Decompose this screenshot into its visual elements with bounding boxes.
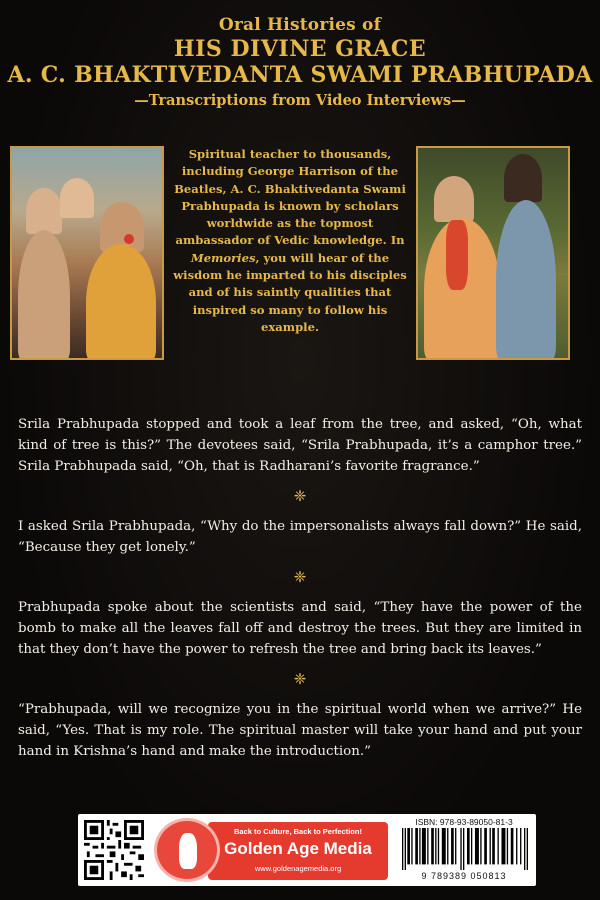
header-subtitle: Oral Histories of [218, 15, 382, 35]
publisher-name: Golden Age Media [224, 839, 372, 858]
isbn-label: ISBN: 978-93-89050-81-3 [415, 817, 513, 827]
qr-code-icon [84, 820, 144, 880]
publisher-logo-icon [154, 818, 220, 882]
header-title-line1: HIS DIVINE GRACE [173, 36, 427, 62]
blurb-part2: , you will hear of the wisdom he imparted to his disciples and of his saintly qualities that inspired so many to follow his example. [173, 250, 407, 334]
ornament-separator-icon: ❈ [293, 568, 307, 586]
devotee-figure [86, 244, 156, 360]
photo-prabhupada-with-devotees [10, 146, 164, 360]
ornament-separator-icon: ❈ [293, 487, 307, 505]
header-tagline: —Transcriptions from Video Interviews— [134, 92, 466, 109]
quote-4: “Prabhupada, will we recognize you in the spiritual world when we arrive?” He said, “Yes. That is my role. The spiritual master will take your hand and put your hand in Krishna’s hand and make the introduction.” [18, 702, 582, 759]
quote-3: Prabhupada spoke about the scientists and said, “They have the power of the bomb to make all the leaves fall off and destroy the trees. But they are limited in that they don’t have the power to refresh the tree and bring back its leaves.” [18, 600, 582, 657]
quote-1: Srila Prabhupada stopped and took a leaf from the tree, and asked, “Oh, what kind of tree is this?” The devotees said, “Srila Prabhupada, it’s a camphor tree.” Srila Prabhupada said, “Oh, that is Radharani’s favorite fragrance.” [18, 417, 582, 474]
flower-icon [124, 234, 134, 244]
publisher-barcode-strip [78, 814, 536, 886]
quote-2: I asked Srila Prabhupada, “Why do the impersonalists always fall down?” He said, “Because they get lonely.” [18, 519, 582, 555]
publisher-logo-panel [208, 822, 388, 880]
devotee-figure [26, 188, 62, 234]
flower-garland-icon [446, 220, 468, 290]
george-harrison-figure [496, 200, 556, 360]
publisher-url: www.goldenagemedia.org [254, 864, 342, 873]
header-title-line2: A. C. BHAKTIVEDANTA SWAMI PRABHUPADA [7, 62, 593, 88]
george-harrison-figure [504, 154, 542, 202]
dancer-icon [179, 833, 197, 869]
header [0, 14, 600, 112]
blurb-part1: Spiritual teacher to thousands, including George Harrison of the Beatles, A. C. Bhaktivedanta Swami Prabhupada is known by scholars worldwide as the topmost ambassador of Vedic knowledge. In [174, 147, 406, 248]
book-blurb [172, 146, 408, 336]
ornament-separator-icon: ❈ [293, 670, 307, 688]
publisher-tagline: Back to Culture, Back to Perfection! [234, 827, 362, 836]
photo-prabhupada-with-george-harrison [416, 146, 570, 360]
isbn-digits: 9 789389 050813 [421, 871, 507, 881]
blurb-italic-title: Memories [190, 250, 256, 265]
devotee-figure [18, 230, 70, 360]
devotee-figure [60, 178, 94, 218]
isbn-barcode-icon [402, 828, 528, 870]
prabhupada-figure [434, 176, 474, 222]
quotes-section [18, 414, 582, 762]
